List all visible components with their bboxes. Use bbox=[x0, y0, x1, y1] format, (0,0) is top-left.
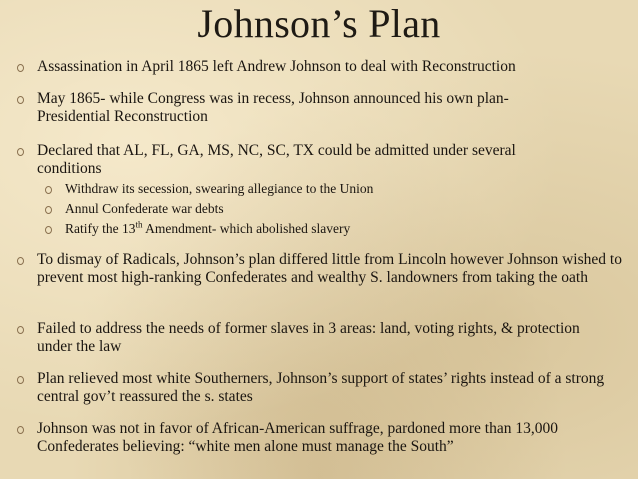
bullet-text: Declared that AL, FL, GA, MS, NC, SC, TX could be admitted under several conditions bbox=[37, 142, 516, 177]
sub-bullet-text-part: Ratify the 13 bbox=[65, 221, 136, 236]
bullet-circle-icon bbox=[17, 326, 24, 334]
bullet-text: Plan relieved most white Southerners, Johnson’s support of states’ rights instead of a strong central gov’t reassured the s. states bbox=[37, 370, 605, 405]
sub-bullet-text bbox=[65, 221, 625, 237]
bullet-text: Johnson was not in favor of African-American suffrage, pardoned more than 13,000 Confederates believing: “white men alone must manage the South” bbox=[37, 420, 558, 455]
slide-title: Johnson’s Plan bbox=[197, 1, 441, 46]
sub-bullet-text-part: Amendment- which abolished slavery bbox=[142, 221, 351, 236]
bullet-circle-icon bbox=[17, 96, 24, 104]
bullet-text: May 1865- while Congress was in recess, Johnson announced his own plan- Presidential Reconstruction bbox=[37, 90, 509, 125]
sub-bullet-text: Withdraw its secession, swearing allegiance to the Union bbox=[65, 181, 374, 196]
bullet-circle-icon bbox=[45, 206, 52, 214]
bullet-circle-icon bbox=[45, 186, 52, 194]
superscript-text: th bbox=[135, 219, 143, 230]
bullet-circle-icon bbox=[17, 64, 24, 72]
bullet-circle-icon bbox=[17, 426, 24, 434]
bullet-text: Failed to address the needs of former slaves in 3 areas: land, voting rights, & protection under the law bbox=[37, 320, 580, 355]
sub-bullet-text: Annul Confederate war debts bbox=[65, 201, 224, 216]
bullet-circle-icon bbox=[17, 257, 24, 265]
bullet-text: Assassination in April 1865 left Andrew Johnson to deal with Reconstruction bbox=[37, 58, 516, 75]
bullet-circle-icon bbox=[17, 148, 24, 156]
bullet-circle-icon bbox=[17, 376, 24, 384]
bullet-text: To dismay of Radicals, Johnson’s plan differed little from Lincoln however Johnson wished to prevent most high-ranking Confederates and wealthy S. landowners from taking the oath bbox=[37, 251, 622, 286]
bullet-circle-icon bbox=[45, 226, 52, 234]
